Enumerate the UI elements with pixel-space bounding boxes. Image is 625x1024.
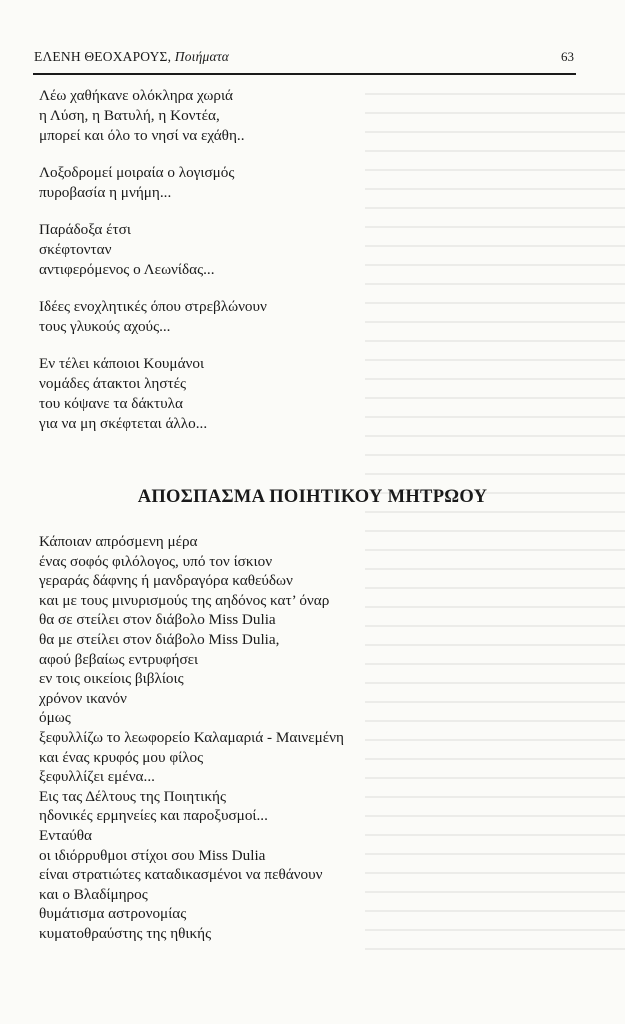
poem-line: πυροβασία η μνήμη...: [39, 184, 172, 201]
stanza-4: [39, 297, 559, 337]
poem-line: για να μη σκέφτεται άλλο...: [39, 415, 208, 432]
poem-line: και ένας κρυφός μου φίλος: [39, 748, 204, 766]
poem-line: ηδονικές ερμηνείες και παροξυσμοί...: [39, 807, 268, 825]
poem-line: αφού βεβαίως εντρυφήσει: [39, 650, 199, 668]
poem-line: και με τους μινυρισμούς της αηδόνος κατ’ όναρ: [39, 591, 330, 609]
poem-line: γεραράς δάφνης ή μανδραγόρα καθεύδων: [39, 572, 293, 590]
poem-line: η Λύση, η Βατυλή, η Κοντέα,: [39, 107, 220, 124]
stanza-1: [39, 86, 559, 146]
page-number: 63: [561, 49, 574, 64]
section-title: ΑΠΟΣΠΑΣΜΑ ΠΟΙΗΤΙΚΟΥ ΜΗΤΡΩΟΥ: [137, 487, 488, 507]
stanza-3: [39, 220, 559, 280]
poem-line: κυματοθραύστης της ηθικής: [39, 924, 212, 942]
poem-line: του κόψανε τα δάκτυλα: [39, 395, 183, 412]
header-author: ΕΛΕΝΗ ΘΕΟΧΑΡΟΥΣ,: [34, 49, 172, 64]
poem-line: οι ιδιόρρυθμοι στίχοι σου Miss Dulia: [39, 846, 266, 864]
poem-line: ξεφυλλίζω το λεωφορείο Καλαμαριά - Μαινεμένη: [39, 728, 344, 746]
poem-line: τους γλυκούς αχούς...: [39, 318, 171, 335]
poem-line: Λέω χαθήκανε ολόκληρα χωριά: [39, 87, 234, 104]
poem-line: Εν τέλει κάποιοι Κουμάνοι: [39, 355, 205, 372]
header-author-title: [34, 49, 229, 65]
running-header: [34, 49, 574, 71]
poem-line: μπορεί και όλο το νησί να εχάθη..: [39, 127, 245, 144]
poem-line: θα με στείλει στον διάβολο Miss Dulia,: [39, 630, 280, 648]
poem-line: εν τοις οικείοις βιβλίοις: [39, 670, 184, 688]
header-rule: [33, 73, 576, 75]
poem-line: θα σε στείλει στον διάβολο Miss Dulia: [39, 611, 276, 629]
poem-line: ένας σοφός φιλόλογος, υπό τον ίσκιον: [39, 552, 273, 570]
header-work: Ποιήματα: [174, 49, 230, 64]
poem-line: Λοξοδρομεί μοιραία ο λογισμός: [39, 164, 235, 181]
poem-line: Εις τας Δέλτους της Ποιητικής: [39, 787, 226, 805]
stanza-2: [39, 163, 559, 203]
poem-line: Ιδέες ενοχλητικές όπου στρεβλώνουν: [39, 298, 267, 315]
poem-line: σκέφτονταν: [39, 241, 112, 258]
stanza-5: [39, 354, 559, 434]
poem-line: Παράδοξα έτσι: [39, 221, 131, 238]
poem-section: [39, 532, 579, 943]
poem-line: Ενταύθα: [39, 826, 92, 844]
poem-line: Κάποιαν απρόσμενη μέρα: [39, 533, 198, 550]
poem-line: αντιφερόμενος ο Λεωνίδας...: [39, 261, 215, 278]
poem-line: θυμάτισμα αστρονομίας: [39, 905, 187, 923]
poem-line: ξεφυλλίζει εμένα...: [39, 768, 155, 786]
poem-line: νομάδες άτακτοι ληστές: [39, 375, 187, 392]
poem-line: και ο Βλαδίμηρος: [39, 885, 148, 903]
poem-continuation: [39, 86, 559, 451]
poem-line: όμως: [39, 709, 71, 727]
poem-line: είναι στρατιώτες καταδικασμένοι να πεθάνουν: [39, 866, 323, 884]
poem-line: χρόνον ικανόν: [39, 689, 127, 707]
